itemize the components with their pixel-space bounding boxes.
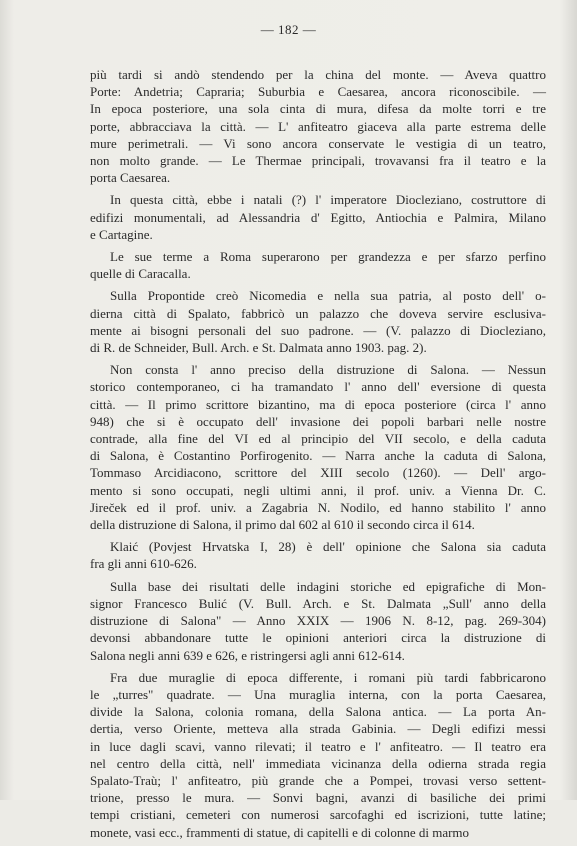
text-line: signor Francesco Bulić (V. Bull. Arch. e St. Dalmata „Sull' anno della (90, 595, 546, 611)
text-line: mure perimetrali. — Vi sono ancora conservate le vestigia di un teatro, (90, 135, 546, 151)
body-text (90, 66, 546, 846)
text-line: di R. de Schneider, Bull. Arch. e St. Dalmata anno 1903. pag. 2). (90, 340, 427, 356)
text-line: Non consta l' anno preciso della distruzione di Salona. — Nessun (110, 362, 546, 378)
text-line: Sulla Propontide creò Nicomedia e nella sua patria, al posto dell' o- (110, 288, 546, 304)
text-line: dierna città di Spalato, fabbricò un palazzo che doveva servire esclusiva- (90, 305, 546, 321)
text-line: Tommaso Arcidiacono, scrittore del XIII secolo (1260). — Dell' argo- (90, 465, 546, 481)
paragraph (90, 191, 546, 243)
text-line: tempi cristiani, cemeteri con numerosi sarcofaghi ed iscrizioni, tutte latine; (90, 807, 546, 823)
text-line: fra gli anni 610-626. (90, 556, 197, 572)
text-line: trione, presso le mura. — Sonvi bagni, avanzi di basiliche dei primi (90, 790, 546, 806)
text-line: porta Caesarea. (90, 170, 171, 186)
text-line: città. — Il primo scrittore bizantino, ma di epoca posteriore (circa l' anno (90, 396, 546, 412)
text-line: mento si sono occupati, negli ultimi anni, il prof. univ. a Vienna Dr. C. (90, 482, 546, 498)
text-line: porte, abbracciava la città. — L' anfiteatro giaceva alla parte estrema delle (90, 118, 546, 134)
text-line: storico contemporaneo, ci ha tramandato l' anno dell' eversione di questa (90, 379, 546, 395)
text-line: di Salona, è Costantino Porfirogenito. — Narra anche la caduta di Salona, (90, 448, 546, 464)
text-line: non molto grande. — Le Thermae principali, trovavansi fra il teatro e la (90, 153, 546, 169)
text-line: Klaić (Povjest Hrvatska I, 28) è dell' opinione che Salona sia caduta (110, 539, 546, 555)
paragraph (90, 538, 546, 572)
text-line: più tardi si andò stendendo per la china del monte. — Aveva quattro (90, 67, 546, 82)
text-line: Salona negli anni 639 e 626, e ristringersi agli anni 612-614. (90, 647, 405, 663)
text-line: quelle di Caracalla. (90, 266, 191, 282)
text-line: in luce dagli scavi, vanno rilevati; il teatro e l' anfiteatro. — Il teatro era (90, 738, 546, 754)
text-line: monete, vasi ecc., frammenti di statue, di capitelli e di colonne di marmo (90, 824, 470, 840)
text-line: Jireček ed il prof. univ. a Zagabria N. Nodilo, ed hanno stabilito l' anno (90, 499, 546, 515)
paragraph (90, 361, 546, 533)
text-line: distruzione di Salona" — Anno XXIX — 1906 N. 8-12, pag. 269-304) (90, 613, 546, 629)
text-line: Spalato-Traù; l' anfiteatro, più grande che a Pompei, trovasi verso settent- (90, 772, 546, 788)
text-line: edifizi monumentali, ad Alessandria d' Egitto, Antiochia e Palmira, Milano (90, 209, 546, 225)
text-line: divide la Salona, colonia romana, della Salona antica. — La porta An- (90, 704, 546, 720)
text-line: Porte: Andetria; Capraria; Suburbia e Caesarea, ancora riconoscibile. — (90, 84, 546, 100)
text-line: della distruzione di Salona, il primo dal 602 al 610 il secondo circa il 614. (90, 517, 475, 533)
text-line: In epoca posteriore, una sola cinta di mura, difesa da molte torri e tre (90, 101, 546, 117)
text-line: devonsi abbandonare tutte le opinioni anteriori circa la distruzione di (90, 630, 546, 646)
text-line: Fra due muraglie di epoca differente, i romani più tardi fabbricarono (110, 669, 546, 685)
text-line: contrade, alla fine del VI ed al principio del VII secolo, e della caduta (90, 431, 546, 447)
text-line: e Cartagine. (90, 226, 153, 242)
text-line: Le sue terme a Roma superarono per grandezza e per sfarzo perfino (110, 249, 546, 265)
text-line: nel centro della città, nell' immediata vicinanza della odierna strada regia (90, 755, 546, 771)
text-line: le „turres" quadrate. — Una muraglia interna, con la porta Caesarea, (90, 686, 546, 702)
text-line: 948) che si è occupato dell' invasione dei popoli barbari nelle nostre (90, 413, 546, 429)
text-line: dertia, verso Oriente, metteva alla strada Gabinia. — Degli edifizi messi (90, 721, 546, 737)
page-number: — 182 — (260, 22, 317, 37)
text-line: mente ai bisogni personali del suo padrone. — (V. palazzo di Diocleziano, (90, 322, 546, 338)
paragraph (90, 669, 546, 841)
paragraph (90, 578, 546, 664)
paragraph (90, 66, 546, 186)
text-line: Sulla base dei risultati delle indagini storiche ed epigrafiche di Mon- (110, 578, 546, 594)
text-line: In questa città, ebbe i natali (?) l' imperatore Diocleziano, costruttore di (110, 192, 546, 208)
paragraph (90, 287, 546, 356)
paragraph (90, 248, 546, 282)
